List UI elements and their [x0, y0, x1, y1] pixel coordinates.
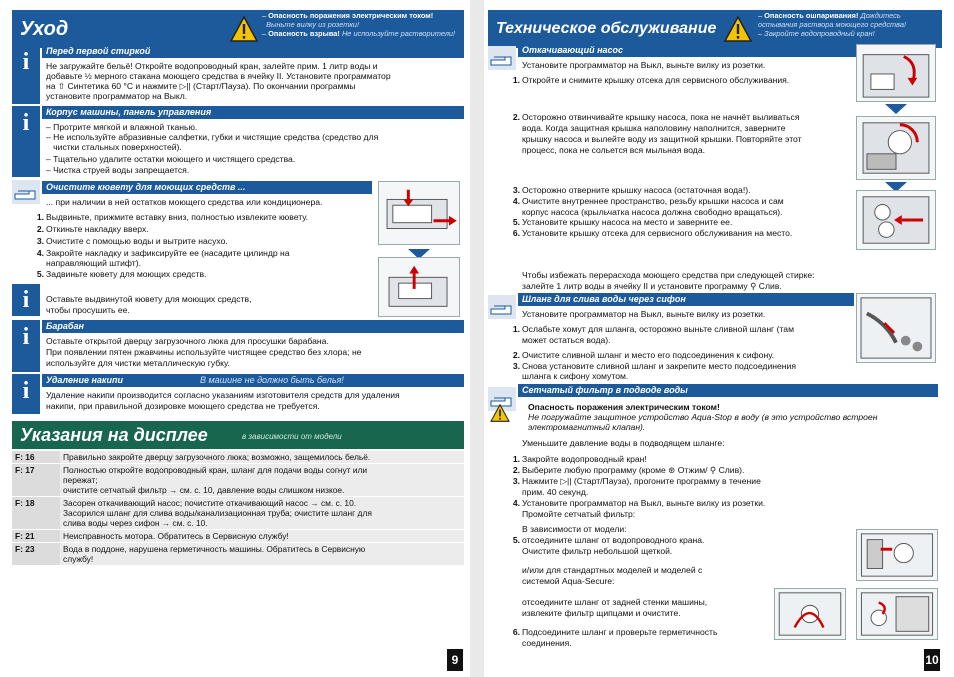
hand-pointer-icon: [488, 46, 516, 70]
step-item: 1. Откройте и снимите крышку отсека для сервисного обслуживания.: [512, 75, 790, 85]
warning-line: электромагнитный клапан).: [528, 422, 646, 432]
step-item: 3. Снова установите сливной шланг и закрепите место подсоединения: [512, 361, 796, 371]
warning-line: Закройте водопроводный кран!: [764, 29, 875, 38]
text-line: Очистите фильтр небольшой щеткой.: [522, 546, 673, 556]
step-item: 4. Закройте накладку и зафиксируйте ее (насадите цилиндр на: [36, 248, 290, 258]
page-number: 9: [447, 649, 463, 671]
table-row: [12, 451, 464, 464]
step-item: может остаться вода).: [522, 335, 611, 345]
warning-title: Опасность поражения электрическим током!: [528, 402, 720, 412]
hand-pointer-icon: [12, 180, 40, 204]
table-row: [12, 464, 464, 497]
drawer-insert-illustration: [378, 257, 460, 317]
step-item: 2. Откиньте накладку вверх.: [36, 224, 149, 234]
text-line: соединения.: [522, 638, 572, 648]
page-number: 10: [924, 649, 940, 671]
warning-triangle-icon: [490, 404, 510, 422]
info-icon: i: [12, 374, 40, 414]
text-line: и/или для стандартных моделей и моделей с: [522, 565, 703, 575]
step-item: 5. Задвиньте кювету для моющих средств.: [36, 269, 207, 279]
warning-line: Дождитесь остывания раствора моющего средства!: [758, 11, 907, 29]
section-drawer: Очистите кювету для моющих средств ...: [42, 181, 372, 194]
section-first-wash: Перед первой стиркой: [42, 45, 464, 58]
step-item: 3. Осторожно отверните крышку насоса (остаточная вода!).: [512, 185, 751, 195]
error-description: Вода в поддоне, нарушена герметичность машины. Обратитесь в Сервисную службу!: [60, 543, 464, 566]
warning-line: Не используйте растворители!: [341, 29, 456, 38]
text-line: используйте для чистки металлическую губку.: [46, 358, 230, 368]
step-item: 2. Очистите сливной шланг и место его подсоединения к сифону.: [512, 350, 775, 360]
section-drain-hose: Шланг для слива воды через сифон: [518, 293, 854, 306]
error-code-table: [12, 451, 464, 566]
warning-text: – Опасность поражения электрическим током! Выньте вилку из розетки! – Опасность взрыва! Не используйте растворители!: [262, 11, 456, 38]
text-line: – Не используйте абразивные салфетки, губки и чистящие средства (средство для: [46, 132, 379, 142]
back-wall-filter-illustration: [856, 588, 938, 640]
text-line: Чтобы избежать перерасхода моющего средства при следующей стирке:: [522, 270, 815, 280]
step-item: 3. Очистите с помощью воды и вытрите насухо.: [36, 236, 228, 246]
page-9: [0, 0, 470, 677]
display-header: [12, 421, 464, 449]
step-item: 4. Установите программатор на Выкл, выньте вилку из розетки.: [512, 498, 766, 508]
page-title: Техническое обслуживание: [496, 20, 717, 37]
pump-cleaning-illustration: [856, 190, 936, 250]
text-line: залейте 1 литр воды в ячейку II и установите программу ⚲ Слив.: [522, 281, 782, 291]
text-line: ... при наличии в ней остатков моющего средства или кондиционера.: [46, 197, 323, 207]
step-item: 1. Закройте водопроводный кран!: [512, 454, 647, 464]
text-line: на ⇧ Синтетика 60 °C и нажмите ▷|| (Старт/Пауза). По окончании программы: [46, 81, 356, 91]
text-line: – Тщательно удалите остатки моющего и чистящего средства.: [46, 154, 296, 164]
section-pump: Откачивающий насос: [518, 44, 858, 57]
display-subtitle: в зависимости от модели: [242, 432, 342, 441]
step-item: шланга к сифону хомутом.: [522, 371, 629, 381]
text-line: В зависимости от модели:: [522, 524, 627, 534]
warning-line: Опасность ошпаривания!: [764, 11, 859, 20]
error-code: F: 17: [12, 464, 60, 497]
info-icon: i: [12, 320, 40, 372]
step-item: 5. отсоедините шланг от водопроводного крана.: [512, 535, 705, 545]
text-line: Уменьшите давление воды в подводящем шланге:: [522, 438, 725, 448]
step-item: корпус насоса (крыльчатка насоса должна свободно вращаться).: [522, 207, 783, 217]
step-item: прим. 40 секунд.: [522, 487, 589, 497]
warning-line: Опасность взрыва!: [268, 29, 340, 38]
text-line: накипи, при правильной дозировке моющего средства не требуется.: [46, 401, 320, 411]
text-line: Оставьте открытой дверцу загрузочного люка для просушки барабана.: [46, 336, 329, 346]
warning-line: Опасность поражения электрическим током!: [268, 11, 434, 20]
pump-cap-illustration: [856, 116, 936, 180]
section-descale: [42, 374, 464, 387]
service-hatch-illustration: [856, 44, 936, 102]
drain-hose-illustration: [856, 293, 936, 363]
arrow-down-icon: [885, 104, 907, 114]
step-item: вода. Когда защитная крышка наполовину наполнится, заверните: [522, 123, 786, 133]
text-line: чистки стальных поверхностей).: [46, 142, 182, 152]
text-line: добавьте ½ мерного стакана моющего средства в ячейку II. Установите программатор: [46, 71, 391, 81]
text-line: Удаление накипи производится согласно указаниям изготовителя средств для удаления: [46, 390, 400, 400]
page-10: [484, 0, 954, 677]
error-description: Полностью откройте водопроводный кран, шланг для подачи воды согнут или пережат; очистите сетчатый фильтр → см. с. 10, давление воды слишком низкое.: [60, 464, 464, 497]
warning-text: – Опасность ошпаривания! Дождитесь остывания раствора моющего средства! – Закройте водопроводный кран!: [758, 11, 907, 38]
error-description: Засорен откачивающий насос; почистите откачивающий насос → см. с. 10. Засорился шланг для слива воды/канализационная труба; очистите шланг для слива воды через сифон → см. с. 10.: [60, 497, 464, 530]
step-item: 3. Нажмите ▷|| (Старт/Пауза), прогоните программу в течение: [512, 476, 761, 486]
info-icon: i: [12, 284, 40, 316]
warning-triangle-icon: [724, 16, 752, 42]
section-housing: Корпус машины, панель управления: [42, 106, 464, 119]
step-item: крышку насоса и вылейте воду из защитной крышки. Повторяйте этот: [522, 134, 802, 144]
text-line: чтобы просушить ее.: [46, 305, 130, 315]
section-subtitle: В машине не должно быть белья!: [200, 375, 344, 385]
text-line: системой Aqua-Secure:: [522, 576, 615, 586]
text-line: Установите программатор на Выкл, выньте вилку из розетки.: [522, 60, 766, 70]
text-line: Установите программатор на Выкл, выньте вилку из розетки.: [522, 309, 766, 319]
display-title: Указания на дисплее: [20, 425, 208, 445]
table-row: [12, 497, 464, 530]
warning-line: Не погружайте защитное устройство Aqua-Stop в воду (в это устройство встроен: [528, 412, 878, 422]
step-item: 2. Выберите любую программу (кроме ⊛ Отжим/ ⚲ Слив).: [512, 465, 745, 475]
section-heading: Удаление накипи: [46, 375, 123, 385]
section-inlet-filter: Сетчатый фильтр в подводе воды: [518, 384, 938, 397]
step-item: 2. Осторожно отвинчивайте крышку насоса, пока не начнёт выливаться: [512, 112, 800, 122]
text-line: – Чистка струей воды запрещается.: [46, 165, 190, 175]
step-item: процесс, пока не сольется вся мыльная вода.: [522, 145, 705, 155]
text-line: При появлении пятен ржавчины используйте чистящее средство без хлора; не: [46, 347, 362, 357]
step-item: 6. Подсоедините шланг и проверьте герметичность: [512, 627, 718, 637]
error-code: F: 18: [12, 497, 60, 530]
step-item: 6. Установите крышку отсека для сервисного обслуживания на место.: [512, 228, 793, 238]
info-icon: i: [12, 106, 40, 177]
error-code: F: 21: [12, 530, 60, 543]
maintenance-header: [488, 10, 942, 48]
step-item: 1. Выдвиньте, прижмите вставку вниз, полностью извлеките кювету.: [36, 212, 309, 222]
step-item: 5. Установите крышку насоса на место и заверните ее.: [512, 217, 733, 227]
drawer-removal-illustration: [378, 181, 460, 245]
hand-pointer-icon: [488, 295, 516, 319]
error-description: Неисправность мотора. Обратитесь в Сервисную службу!: [60, 530, 464, 543]
warning-line: Выньте вилку из розетки!: [266, 20, 360, 29]
error-description: Правильно закройте дверцу загрузочного люка; возможно, защемилось бельё.: [60, 451, 464, 464]
text-line: отсоедините шланг от задней стенки машины,: [522, 597, 708, 607]
text-line: Не загружайте бельё! Откройте водопроводный кран, залейте прим. 1 литр воды и: [46, 61, 378, 71]
error-code: F: 16: [12, 451, 60, 464]
text-line: Оставьте выдвинутой кювету для моющих средств,: [46, 294, 252, 304]
warning-triangle-icon: [230, 16, 258, 42]
care-header: [12, 10, 464, 48]
error-code: F: 23: [12, 543, 60, 566]
step-item: 1. Ослабьте хомут для шланга, осторожно выньте сливной шланг (там: [512, 324, 794, 334]
aqua-secure-illustration: [774, 588, 846, 640]
step-item: 4. Очистите внутреннее пространство, резьбу крышки насоса и сам: [512, 196, 784, 206]
page-gutter: [470, 0, 484, 677]
text-line: – Протрите мягкой и влажной тканью.: [46, 122, 198, 132]
tap-filter-illustration: [856, 529, 938, 581]
section-drum: Барабан: [42, 320, 464, 333]
text-line: установите программатор на Выкл.: [46, 91, 188, 101]
text-line: извлеките фильтр щипцами и очистите.: [522, 608, 681, 618]
table-row: [12, 543, 464, 566]
step-item: направляющий штифт).: [46, 258, 141, 268]
step-item: Промойте сетчатый фильтр:: [522, 509, 636, 519]
table-row: [12, 530, 464, 543]
info-icon: i: [12, 45, 40, 104]
page-title: Уход: [20, 18, 69, 40]
